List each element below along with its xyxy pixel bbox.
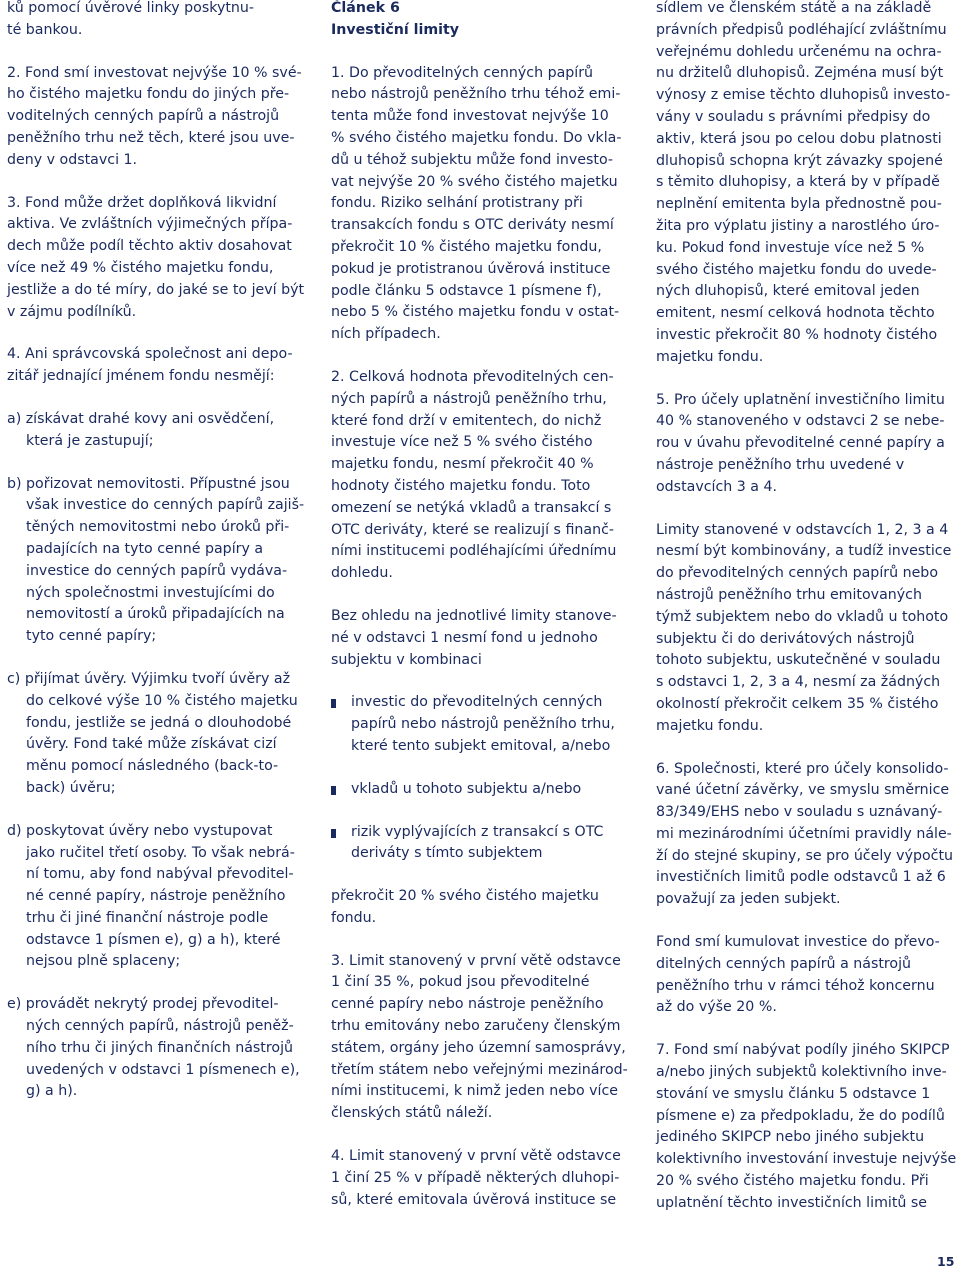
bullet-item: rizik vyplývajících z transakcí s OTC deriváty s tímto subjektem <box>331 822 633 866</box>
paragraph-1: 1. Do převoditelných cenných papírů nebo nástrojů peněžního trhu téhož emi- tenta může fond investovat nejvýše 10 % svého čistého majetku fondu. Do vkla- dů u téhož subjektu může fond investo- vat nejvýše 20 % svého čistého majetku fondu. Riziko selhání protistrany při transakcích fondu s OTC deriváty nesmí překročit 10 % čistého majetku fondu, pokud je protistranou úvěrová instituce podle článku 5 odstavce 1 písmene f), nebo 5 % čistého majetku fondu v ostat- ních případech. <box>331 64 622 343</box>
item-c: c) přijímat úvěry. Výjimku tvoří úvěry až do celkové výše 10 % čistého majetku fondu, jestliže se jedná o dlouhodobé úvěry. Fond také může získávat cizí měnu pomocí následného (back-to- back) úvěru; <box>7 670 298 796</box>
paragraph-fond: Fond smí kumulovat investice do převo- ditelných cenných papírů a nástrojů peněžního trhu v rámci téhož koncernu až do výše 20 %. <box>656 934 940 1016</box>
column-right <box>656 0 956 1215</box>
paragraph-4: 4. Ani správcovská společnost ani depo- zitář jednající jménem fondu nesmějí: <box>7 346 293 385</box>
bullet-item: investic do převoditelných cenných papírů nebo nástrojů peněžního trhu, které tento subjekt emitoval, a/nebo <box>331 692 633 757</box>
article-heading: Článek 6 Investiční limity <box>331 0 460 38</box>
paragraph-intro: Bez ohledu na jednotlivé limity stanove- né v odstavci 1 nesmí fond u jednoho subjektu v kombinaci <box>331 607 617 668</box>
paragraph-2: 2. Fond smí investovat nejvýše 10 % své- ho čistého majetku fondu do jiných pře- voditelných cenných papírů a nástrojů peněžního trhu než těch, které jsou uve- deny v odstavci 1. <box>7 64 302 168</box>
paragraph-limits: Limity stanovené v odstavcích 1, 2, 3 a 4 nesmí být kombinovány, a tudíž investice do převoditelných cenných papírů nebo nástrojů peněžního trhu emitovaných týmž subjektem nebo do vkladů u tohoto subjektu či do derivátových nástrojů tohoto subjektu, uskutečněné v souladu s odstavci 1, 2, 3 a 4, nesmí za žádných okolností překročit celkem 35 % čistého majetku fondu. <box>656 521 952 734</box>
paragraph-5: 5. Pro účely uplatnění investičního limitu 40 % stanoveného v odstavci 2 se nebe- rou v úvahu převoditelné cenné papíry a nástroje peněžního trhu uvedené v odstavcích 3 a 4. <box>656 391 945 495</box>
item-b: b) pořizovat nemovitosti. Přípustné jsou však investice do cenných papírů zajiš- těných nemovitostmi nebo úroků při- padajících na tyto cenné papíry a investice do cenných papírů vydáva- ných společnostmi investujícími do nemovitostí a úroků připadajících na tyto cenné papíry; <box>7 475 305 645</box>
paragraph-exceed: překročit 20 % svého čistého majetku fondu. <box>331 888 599 926</box>
column-left <box>7 0 305 1103</box>
paragraph-2: 2. Celková hodnota převoditelných cen- ných papírů a nástrojů peněžního trhu, které fond drží v emitentech, do nichž investuje více než 5 % svého čistého majetku fondu, nesmí překročit 40 % hodnoty čistého majetku fondu. Toto omezení se netýká vkladů a transakcí s OTC deriváty, které se realizují s finanč- ními institucemi podléhajícími úřednímu dohledu. <box>331 368 617 582</box>
item-a: a) získávat drahé kovy ani osvědčení, která je zastupují; <box>7 410 275 449</box>
item-d: d) poskytovat úvěry nebo vystupovat jako ručitel třetí osoby. To však nebrá- ní tomu, aby fond nabýval převoditel- né cenné papíry, nástroje peněžního trhu či jiné finanční nástroje podle odstavce 1 písmen e), g) a h), které nejsou plně splaceny; <box>7 822 295 970</box>
paragraph-7: 7. Fond smí nabývat podíly jiného SKIPCP a/nebo jiných subjektů kolektivního inve- stování ve smyslu článku 5 odstavce 1 písmene e) za předpokladu, že do podílů jediného SKIPCP nebo jiného subjektu kolektivního investování investuje nejvýše 20 % svého čistého majetku fondu. Při uplatnění těchto investičních limitů se <box>656 1042 957 1211</box>
page-number: 15 <box>937 1254 955 1269</box>
paragraph-continuation: ků pomocí úvěrové linky poskytnu- té bankou. <box>7 0 255 38</box>
paragraph-3: 3. Fond může držet doplňková likvidní aktiva. Ve zvláštních výjimečných přípa- dech může podíl těchto aktiv dosahovat více než 49 % čistého majetku fondu, jestliže a do té míry, do jaké se to jeví být v zájmu podílníků. <box>7 194 305 320</box>
column-middle <box>331 0 633 1211</box>
paragraph-4: 4. Limit stanovený v první větě odstavce 1 činí 25 % v případě některých dluhopi- sů, které emitovala úvěrová instituce se <box>331 1148 621 1208</box>
bullet-item: vkladů u tohoto subjektu a/nebo <box>331 779 633 801</box>
paragraph-3: 3. Limit stanovený v první větě odstavce 1 činí 35 %, pokud jsou převoditelné cenné papíry nebo nástroje peněžního trhu emitovány nebo zaručeny členským státem, orgány jeho územní samosprávy, třetím státem nebo veřejnými mezinárod- ními institucemi, k nimž jeden nebo více členských států náleží. <box>331 952 628 1122</box>
paragraph-6: 6. Společnosti, které pro účely konsolido- vané účetní závěrky, ve smyslu směrnice 83/349/EHS nebo v souladu s uznávaný- mi mezinárodními účetními pravidly nále- ží do stejné skupiny, se pro účely výpočtu investičních limitů podle odstavců 1 až 6 považují za jeden subjekt. <box>656 760 954 908</box>
paragraph-continuation: sídlem ve členském státě a na základě právních předpisů podléhající zvláštnímu veřejnému dohledu určenému na ochra- nu držitelů dluhopisů. Zejména musí být výnosy z emise těchto dluhopisů investo- vány v souladu s právními předpisy do aktiv, která jsou po celou dobu platnosti dluhopisů schopna krýt závazky spojené s těmito dluhopisy, a která by v případě neplnění emitenta byla přednostně pou- žita pro výplatu jistiny a narostlého úro- ku. Pokud fond investuje více než 5 % svého čistého majetku fondu do uvede- ných dluhopisů, které emitoval jeden emitent, nesmí celková hodnota těchto investic překročit 80 % hodnoty čistého majetku fondu. <box>656 0 951 365</box>
item-e: e) provádět nekrytý prodej převoditel- ných cenných papírů, nástrojů peněž- ního trhu či jiných finančních nástrojů uvedených v odstavci 1 písmenech e), g) a h). <box>7 996 300 1100</box>
